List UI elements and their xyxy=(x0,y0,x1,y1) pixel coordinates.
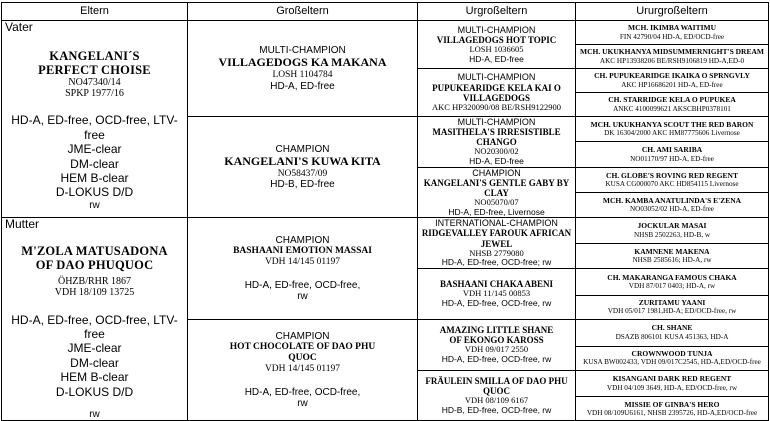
gp-health: HD-A, ED-free, OCD-free, xyxy=(244,386,361,398)
ggp-health: HD-A, ED-free, OCD-free, rw xyxy=(441,353,552,364)
great-great-grandparent-13 xyxy=(576,319,769,346)
gggp-registration: KUSA CG000070 AKC HD854115 Livernose xyxy=(605,179,739,188)
great-great-grandparent-12 xyxy=(576,295,769,319)
gp-name-line-2: QUOC xyxy=(288,353,317,364)
gp-color: rw xyxy=(297,397,308,409)
header-row xyxy=(2,3,769,21)
gggp-name: CH. PUPUKEARIDGE IKAIKA O SPRNGVLY xyxy=(594,71,750,81)
ggp-title: MULTI-CHAMPION xyxy=(457,117,536,127)
gp-name: HOT CHOCOLATE OF DAO PHU xyxy=(229,342,376,353)
ggp-health: HD-A, ED-free, Livernose xyxy=(448,206,545,217)
gggp-registration: DK 16304/2000 AKC HM87775606 Livernose xyxy=(604,129,740,138)
sire-name-line-1: KANGELANI´S xyxy=(49,48,140,63)
gggp-name: MCH. UKUKHANYA SCOUT THE RED BARON xyxy=(590,119,754,129)
ggp-name: RIDGEVALLEY FAROUK AFRICAN JEWEL xyxy=(421,228,572,249)
gggp-registration: VDH 08/109U6161, NHSB 2395726, HD-A,ED/OCD-free xyxy=(586,409,758,418)
ggp-registration: NHSB 2779080 xyxy=(469,247,524,258)
ggp-health: HD-A, ED-free, OCD-free; rw xyxy=(441,257,552,268)
ggp-registration: VDH 09/017 2550 xyxy=(464,344,529,355)
gggp-name: CROWNWOOD TUNJA xyxy=(631,348,713,358)
dam-health-2: JME-clear xyxy=(67,341,122,356)
ggp-title: INTERNATIONAL-CHAMPION xyxy=(435,218,558,229)
ggp-name: AMAZING LITTLE SHANE xyxy=(439,324,554,335)
sire-label: Vater xyxy=(5,20,33,34)
gggp-registration: AKC HP16686201 HD-A, ED-free xyxy=(621,80,723,89)
gggp-name: MCH. UKUKHANYA MIDSUMMERNIGHT'S DREAM xyxy=(580,47,764,57)
dam-name-line-2: OF DAO PHUQUOC xyxy=(35,257,154,272)
gp-name: VILLAGEDOGS KA MAKANA xyxy=(218,55,387,70)
header-great-grandparents: Urgroßeltern xyxy=(418,3,576,21)
dam-color: rw xyxy=(89,409,100,421)
ggp-name: MASITHELA'S IRRESISTIBLE CHANGO xyxy=(432,127,561,148)
sire-registration-2: SPKP 1977/16 xyxy=(65,88,124,100)
gp-registration: VDH 14/145 01197 xyxy=(264,256,341,267)
great-great-grandparent-6 xyxy=(576,142,769,167)
great-grandparent-7 xyxy=(418,319,576,370)
dam-health-4: HEM B-clear xyxy=(60,370,129,385)
sire-registration-1: NO47340/14 xyxy=(68,76,121,88)
gp-name: BASHAANI EMOTION MASSAI xyxy=(233,246,372,257)
gp-health: HD-B, ED-free xyxy=(270,179,335,191)
ggp-registration: VDH 08/109 6167 xyxy=(464,395,529,405)
great-great-grandparent-10 xyxy=(576,243,769,268)
pedigree-table xyxy=(1,2,769,421)
sire-health-4: HEM B-clear xyxy=(60,170,129,185)
sire-color: rw xyxy=(89,199,100,211)
dam-label: Mutter xyxy=(5,217,40,232)
great-great-grandparent-3 xyxy=(576,69,769,93)
ggp-name: PUPUKEARIDGE KELA KAI O xyxy=(432,82,561,93)
great-great-grandparent-8 xyxy=(576,192,769,217)
dam-registration-1: ÖHZB/RHR 1867 xyxy=(57,276,132,288)
gp-health: HD-A, ED-free, OCD-free, xyxy=(244,279,361,291)
dam-health-3: DM-clear xyxy=(70,355,119,370)
gggp-registration: DSAZB 806101 KUSA 451363, HD-A xyxy=(615,332,729,341)
ggp-health: HD-A, ED-free xyxy=(469,156,524,167)
gp-registration: LOSH 1104784 xyxy=(272,69,333,80)
gggp-registration: NO03052/02 HD-A, ED-free xyxy=(629,205,715,214)
sire-name-line-2: PERFECT CHOISE xyxy=(38,62,151,77)
ggp-health: HD-A, ED-free, OCD-free, rw xyxy=(441,297,552,308)
great-great-grandparent-2 xyxy=(576,45,769,69)
sire-health-2: JME-clear xyxy=(67,142,122,157)
great-grandparent-1 xyxy=(418,21,576,69)
gp-registration: NO58437/09 xyxy=(277,168,328,179)
ggp-registration: LOSH 1036605 xyxy=(469,44,524,55)
gp-color: rw xyxy=(297,290,308,302)
grandparent-sire-sire xyxy=(188,21,418,117)
gggp-registration: KUSA BW002433, VDH 09/017C2545, HD-A,ED/OCD-free xyxy=(583,358,761,367)
ggp-registration: AKC HP320090/08 BE/RSH9122900 xyxy=(432,101,561,112)
great-great-grandparent-15 xyxy=(576,370,769,397)
gp-name: KANGELANI'S KUWA KITA xyxy=(224,154,381,169)
great-grandparent-6 xyxy=(418,268,576,319)
gggp-name: CH. SHANE xyxy=(651,323,693,333)
dam-health-1: HD-A, ED-free, OCD-free, LTV-free xyxy=(11,312,178,342)
gggp-registration: FIN 42790/04 HD-A, ED/OCD-free xyxy=(619,32,725,41)
gp-health: HD-A, ED-free xyxy=(270,80,335,92)
gggp-registration: NO01170/97 HD-A, ED-free xyxy=(630,154,714,163)
dam-name-line-1: M'ZOLA MATUSADONA xyxy=(21,243,168,258)
gggp-name: MCH. IKIMBA WAITIMU xyxy=(628,23,716,33)
gggp-registration: VDH 87/017 0403; HD-A, rw xyxy=(628,282,716,291)
gggp-name: CH. GLOBE'S ROVING RED REGENT xyxy=(606,170,738,180)
ggp-health: HD-A, ED-free xyxy=(469,53,524,64)
great-grandparent-5 xyxy=(418,218,576,269)
ggp-health: HD-B, ED-free, OCD-free, rw xyxy=(441,404,552,415)
header-grandparents: Großeltern xyxy=(188,3,418,21)
ggp-name-line-2: OF EKONGO KAROSS xyxy=(449,335,544,346)
ggp-name: KANGELANI'S GENTLE GABY BY CLAY xyxy=(423,177,570,198)
great-great-grandparent-11 xyxy=(576,268,769,295)
header-great-great-grandparents: Ururgroßeltern xyxy=(576,3,769,21)
gggp-registration: VDH 04/109 3649, HD-A, ED/OCD-free, rw xyxy=(606,383,738,392)
gggp-name: ZURITAMU YAANI xyxy=(638,297,706,307)
gggp-name: CH. STARRIDGE KELA O PUPUKEA xyxy=(608,95,736,105)
grandparent-dam-sire xyxy=(188,218,418,319)
gggp-name: KAMNENE MAKENA xyxy=(634,246,710,256)
ggp-name: BASHAANI CHAKA ABENI xyxy=(439,279,554,290)
gggp-name: CH. MAKARANGA FAMOUS CHAKA xyxy=(607,272,737,282)
gggp-name: JOCKULAR MASAI xyxy=(637,221,707,231)
gp-title: CHAMPION xyxy=(275,234,330,246)
gggp-name: KISANGANI DARK RED REGENT xyxy=(612,374,732,384)
gp-registration: VDH 14/145 01197 xyxy=(264,363,341,374)
ggp-registration: VDH 11/145 00853 xyxy=(462,288,531,299)
great-grandparent-8 xyxy=(418,370,576,421)
sire-health-5: D-LOKUS D/D xyxy=(55,185,134,200)
gggp-name: MISSIE OF GINBA'S HERO xyxy=(624,399,720,409)
ggp-name-line-2: VILLAGEDOGS xyxy=(462,92,531,103)
gggp-registration: NHSB 2502263, HD-B, w xyxy=(633,230,711,239)
great-great-grandparent-7 xyxy=(576,167,769,192)
sire-health-3: DM-clear xyxy=(70,156,119,171)
great-great-grandparent-16 xyxy=(576,397,769,421)
gggp-name: CH. AMI SARIBA xyxy=(641,145,703,155)
gggp-registration: VDH 05/017 1981,HD-A; ED/OCD-free, rw xyxy=(607,307,737,316)
ggp-registration: NO05070/07 xyxy=(474,197,519,208)
great-great-grandparent-1 xyxy=(576,21,769,45)
ggp-title: MULTI-CHAMPION xyxy=(457,24,536,35)
gp-title: MULTI-CHAMPION xyxy=(259,45,346,57)
ggp-title: MULTI-CHAMPION xyxy=(457,72,536,83)
dam-registration-2: VDH 18/109 13725 xyxy=(54,287,135,299)
great-grandparent-3 xyxy=(418,117,576,168)
sire-cell xyxy=(2,21,188,218)
great-great-grandparent-14 xyxy=(576,346,769,370)
great-grandparent-4 xyxy=(418,167,576,218)
ggp-name: FRÄULEIN SMILLA OF DAO PHU QUOC xyxy=(425,375,568,396)
great-great-grandparent-9 xyxy=(576,218,769,243)
sire-health-1: HD-A, ED-free, OCD-free, LTV-free xyxy=(11,113,178,142)
great-great-grandparent-4 xyxy=(576,93,769,117)
grandparent-sire-dam xyxy=(188,117,418,218)
gggp-registration: NHSB 2585616; HD-A, rw xyxy=(632,255,712,264)
great-grandparent-2 xyxy=(418,69,576,117)
ggp-registration: NO20300/02 xyxy=(474,146,519,157)
gggp-name: MCH. KAMBA ANATULINDA'S E'ZENA xyxy=(602,195,742,205)
gggp-registration: ANKC 4100099621 AKSCBHP0378101 xyxy=(613,104,731,113)
gggp-registration: AKC HP13938206 BE/RSH9106819 HD-A,ED-0 xyxy=(599,56,745,65)
ggp-title: CHAMPION xyxy=(472,167,521,178)
great-great-grandparent-5 xyxy=(576,117,769,142)
dam-cell xyxy=(2,218,188,421)
ggp-name: VILLAGEDOGS HOT TOPIC xyxy=(436,34,557,45)
header-parents: Eltern xyxy=(2,3,188,21)
gp-title: CHAMPION xyxy=(275,331,330,342)
gp-title: CHAMPION xyxy=(275,143,330,155)
dam-health-5: D-LOKUS D/D xyxy=(55,384,134,399)
